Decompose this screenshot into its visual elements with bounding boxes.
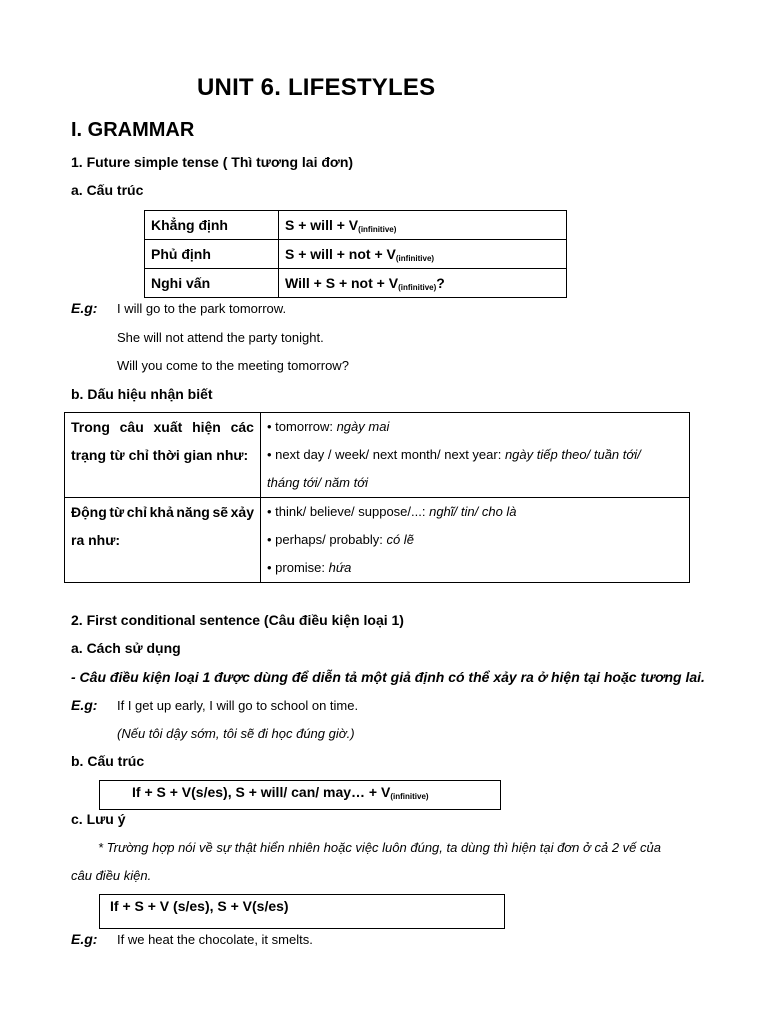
example-sentence: I will go to the park tomorrow. bbox=[117, 301, 287, 316]
list-item: • tomorrow: ngày mai bbox=[267, 419, 390, 434]
table-row bbox=[65, 413, 690, 498]
example-sentence: Will you come to the meeting tomorrow? bbox=[117, 358, 349, 373]
heading-future-simple: 1. Future simple tense ( Thì tương lai đơn) bbox=[71, 154, 354, 170]
row-formula: S + will + $V_{(infinitive)}$ bbox=[279, 211, 567, 240]
heading-structure-b: b. Cấu trúc bbox=[71, 753, 145, 769]
row-label: Khẳng định bbox=[145, 211, 279, 240]
example-sentence: If I get up early, I will go to school on time. bbox=[117, 698, 359, 713]
sign-items bbox=[261, 413, 690, 498]
table-row bbox=[145, 269, 567, 298]
table-row bbox=[65, 498, 690, 583]
category-line: Trong câu xuất hiện các bbox=[71, 419, 254, 435]
category-line: Động từ chỉ khả năng sẽ xảy bbox=[71, 504, 254, 520]
general-truth-formula: If + S + V (s/es), S + V(s/es) bbox=[110, 898, 289, 914]
eg-label: E.g: bbox=[71, 931, 98, 947]
heading-signs-b: b. Dấu hiệu nhận biết bbox=[71, 386, 213, 402]
example-sentence: If we heat the chocolate, it smelts. bbox=[117, 932, 313, 947]
row-label: Nghi vấn bbox=[145, 269, 279, 298]
example-sentence: She will not attend the party tonight. bbox=[117, 330, 324, 345]
table-row bbox=[145, 240, 567, 269]
sign-category: Trong câu xuất hiện các trạng từ chỉ thời gian như: bbox=[65, 413, 261, 498]
heading-first-conditional: 2. First conditional sentence (Câu điều kiện loại 1) bbox=[71, 612, 404, 628]
heading-usage-a: a. Cách sử dụng bbox=[71, 640, 181, 656]
conditional-formula: If + S + V(s/es), S + will/ can/ may… + $V_{(infinitive)}$ bbox=[132, 784, 429, 801]
example-translation: (Nếu tôi dậy sớm, tôi sẽ đi học đúng giờ.) bbox=[117, 726, 355, 741]
row-formula: Will + S + not + $V_{(infinitive)}$? bbox=[279, 269, 567, 298]
row-formula: S + will + not + $V_{(infinitive)}$ bbox=[279, 240, 567, 269]
eg-label: E.g: bbox=[71, 697, 98, 713]
sign-category: Động từ chỉ khả năng sẽ xảy ra như: bbox=[65, 498, 261, 583]
row-label: Phủ định bbox=[145, 240, 279, 269]
heading-note-c: c. Lưu ý bbox=[71, 811, 126, 827]
list-item: • next day / week/ next month/ next year: ngày tiếp theo/ tuần tới/ bbox=[267, 447, 641, 462]
sign-items bbox=[261, 498, 690, 583]
conditional-formula-box bbox=[99, 780, 501, 810]
list-item: • think/ believe/ suppose/...: nghĩ/ tin/ cho là bbox=[267, 504, 517, 519]
table-row bbox=[145, 211, 567, 240]
section-heading-grammar: I. GRAMMAR bbox=[71, 119, 195, 141]
signs-table bbox=[64, 412, 690, 583]
heading-structure-a: a. Cấu trúc bbox=[71, 182, 144, 198]
eg-label: E.g: bbox=[71, 300, 98, 316]
usage-description: - Câu điều kiện loại 1 được dùng để diễn tả một giả định có thể xảy ra ở hiện tại hoặc tương lai. bbox=[71, 669, 705, 685]
page-title: UNIT 6. LIFESTYLES bbox=[197, 74, 436, 101]
list-item: • perhaps/ probably: có lẽ bbox=[267, 532, 414, 547]
note-text: câu điều kiện. bbox=[71, 868, 152, 883]
note-text: * Trường hợp nói về sự thật hiển nhiên hoặc việc luôn đúng, ta dùng thì hiện tại đơn ở cả 2 vế của bbox=[98, 840, 661, 855]
general-truth-formula-box bbox=[99, 894, 505, 929]
list-item: tháng tới/ năm tới bbox=[267, 475, 368, 490]
list-item: • promise: hứa bbox=[267, 560, 352, 575]
future-simple-structure-table bbox=[144, 210, 567, 298]
